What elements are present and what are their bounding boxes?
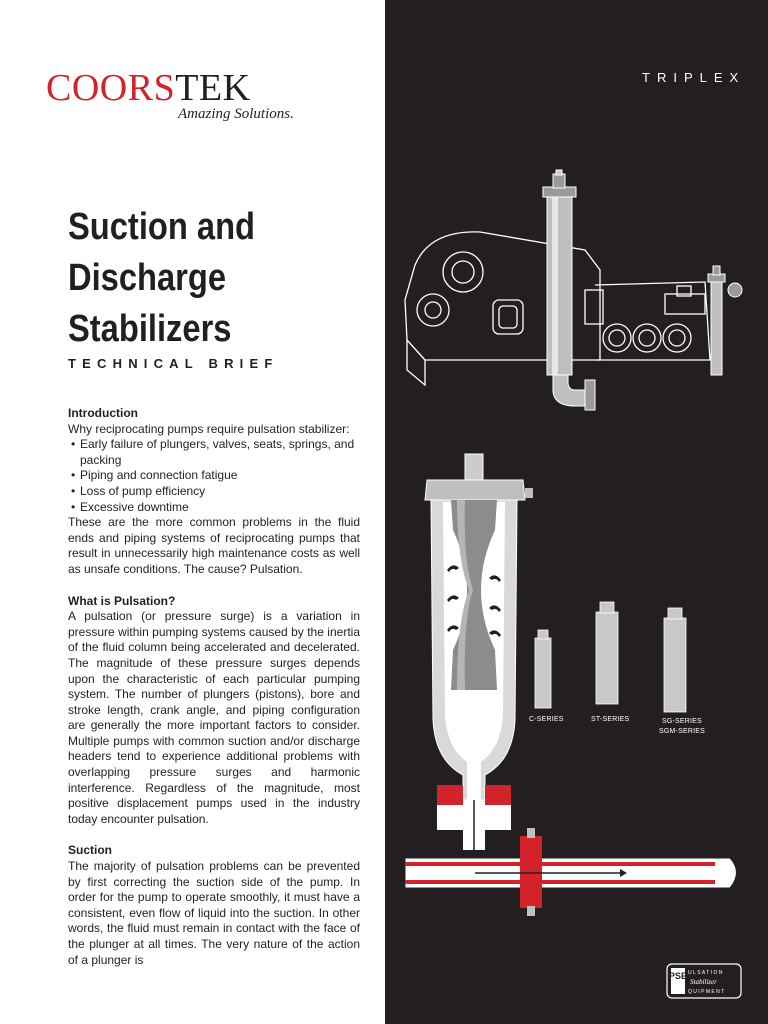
illustrations [385,0,768,1024]
logo-coors-part: COORS [46,67,176,109]
logo-wordmark [46,68,251,108]
series-label: TRIPLEX [642,70,746,85]
model-lineup [535,602,686,712]
suction-heading: Suction [68,843,112,858]
intro-paragraph: These are the more common problems in the fluid ends and piping systems of reciprocating pumps that result in unnecessarily high maintenance costs as well as unsafe conditions. The cause? Pulsation. [68,515,360,576]
suction-stabilizer-illustration [708,266,742,375]
bullet-item: • Loss of pump efficiency [68,484,360,500]
pse-word-pulsation: ULSATION [688,970,724,976]
pulsation-paragraph: A pulsation (or pressure surge) is a variation in pressure within pumping systems caused by the inertia of the fluid column being accelerated and decelerated. The magnitude of these pressure surges depends upon the characteristic of each particular pumping system. The number of plungers (pistons), bore and stroke length, crank angle, and piping configuration are generally the more important factors to consider. Multiple pumps with common suction and/or discharge headers tend to experience additional problems with overlapping pressure surges and harmonic interference. Regardless of the magnitude, most positive displacement pumps used in the industry today encounter pulsation. [68,609,360,826]
bullet-item: • Piping and connection fatigue [68,468,360,484]
bullet-item: • Excessive downtime [68,500,360,516]
intro-heading: Introduction [68,406,138,420]
document-subtitle: TECHNICAL BRIEF [68,356,279,371]
pse-word-stabilizer: Stabilizer [690,978,717,986]
st-series-label: ST-SERIES [591,716,630,723]
title-line-2: Discharge [68,257,227,299]
logo-tagline: Amazing Solutions. [178,106,294,122]
sgm-series-label: SGM-SERIES [659,728,705,735]
pse-letter-p: PSE [668,971,688,981]
body-text [68,406,360,968]
intro-lead: Why reciprocating pumps require pulsation stabilizer: [68,421,350,436]
suction-paragraph: The majority of pulsation problems can be prevented by first correcting the suction side of the pump. In order for the pump to operate smoothly, it must have a consistent, even flow of liquid into the suction. In other words, the fluid must remain in contact with the face of the plunger at all times. The very nature of the action of a plunger is [68,859,360,967]
title-line-3: Stabilizers [68,308,232,350]
sg-series-label: SG-SERIES [662,718,702,725]
page-title [68,202,326,355]
logo-tek-part: TEK [175,67,251,109]
bullet-item: • Early failure of plungers, valves, seats, springs, and packing [68,437,360,468]
intro-bullet-list [68,437,360,515]
pse-logo [666,963,742,999]
c-series-label: C-SERIES [529,716,564,723]
stabilizer-cutaway-diagram [425,454,533,862]
pulsation-heading: What is Pulsation? [68,593,176,608]
coorstek-logo [46,67,294,128]
suction-pipe-diagram [405,828,737,916]
title-line-1: Suction and [68,206,256,248]
pse-word-equipment: QUIPMENT [688,989,726,995]
